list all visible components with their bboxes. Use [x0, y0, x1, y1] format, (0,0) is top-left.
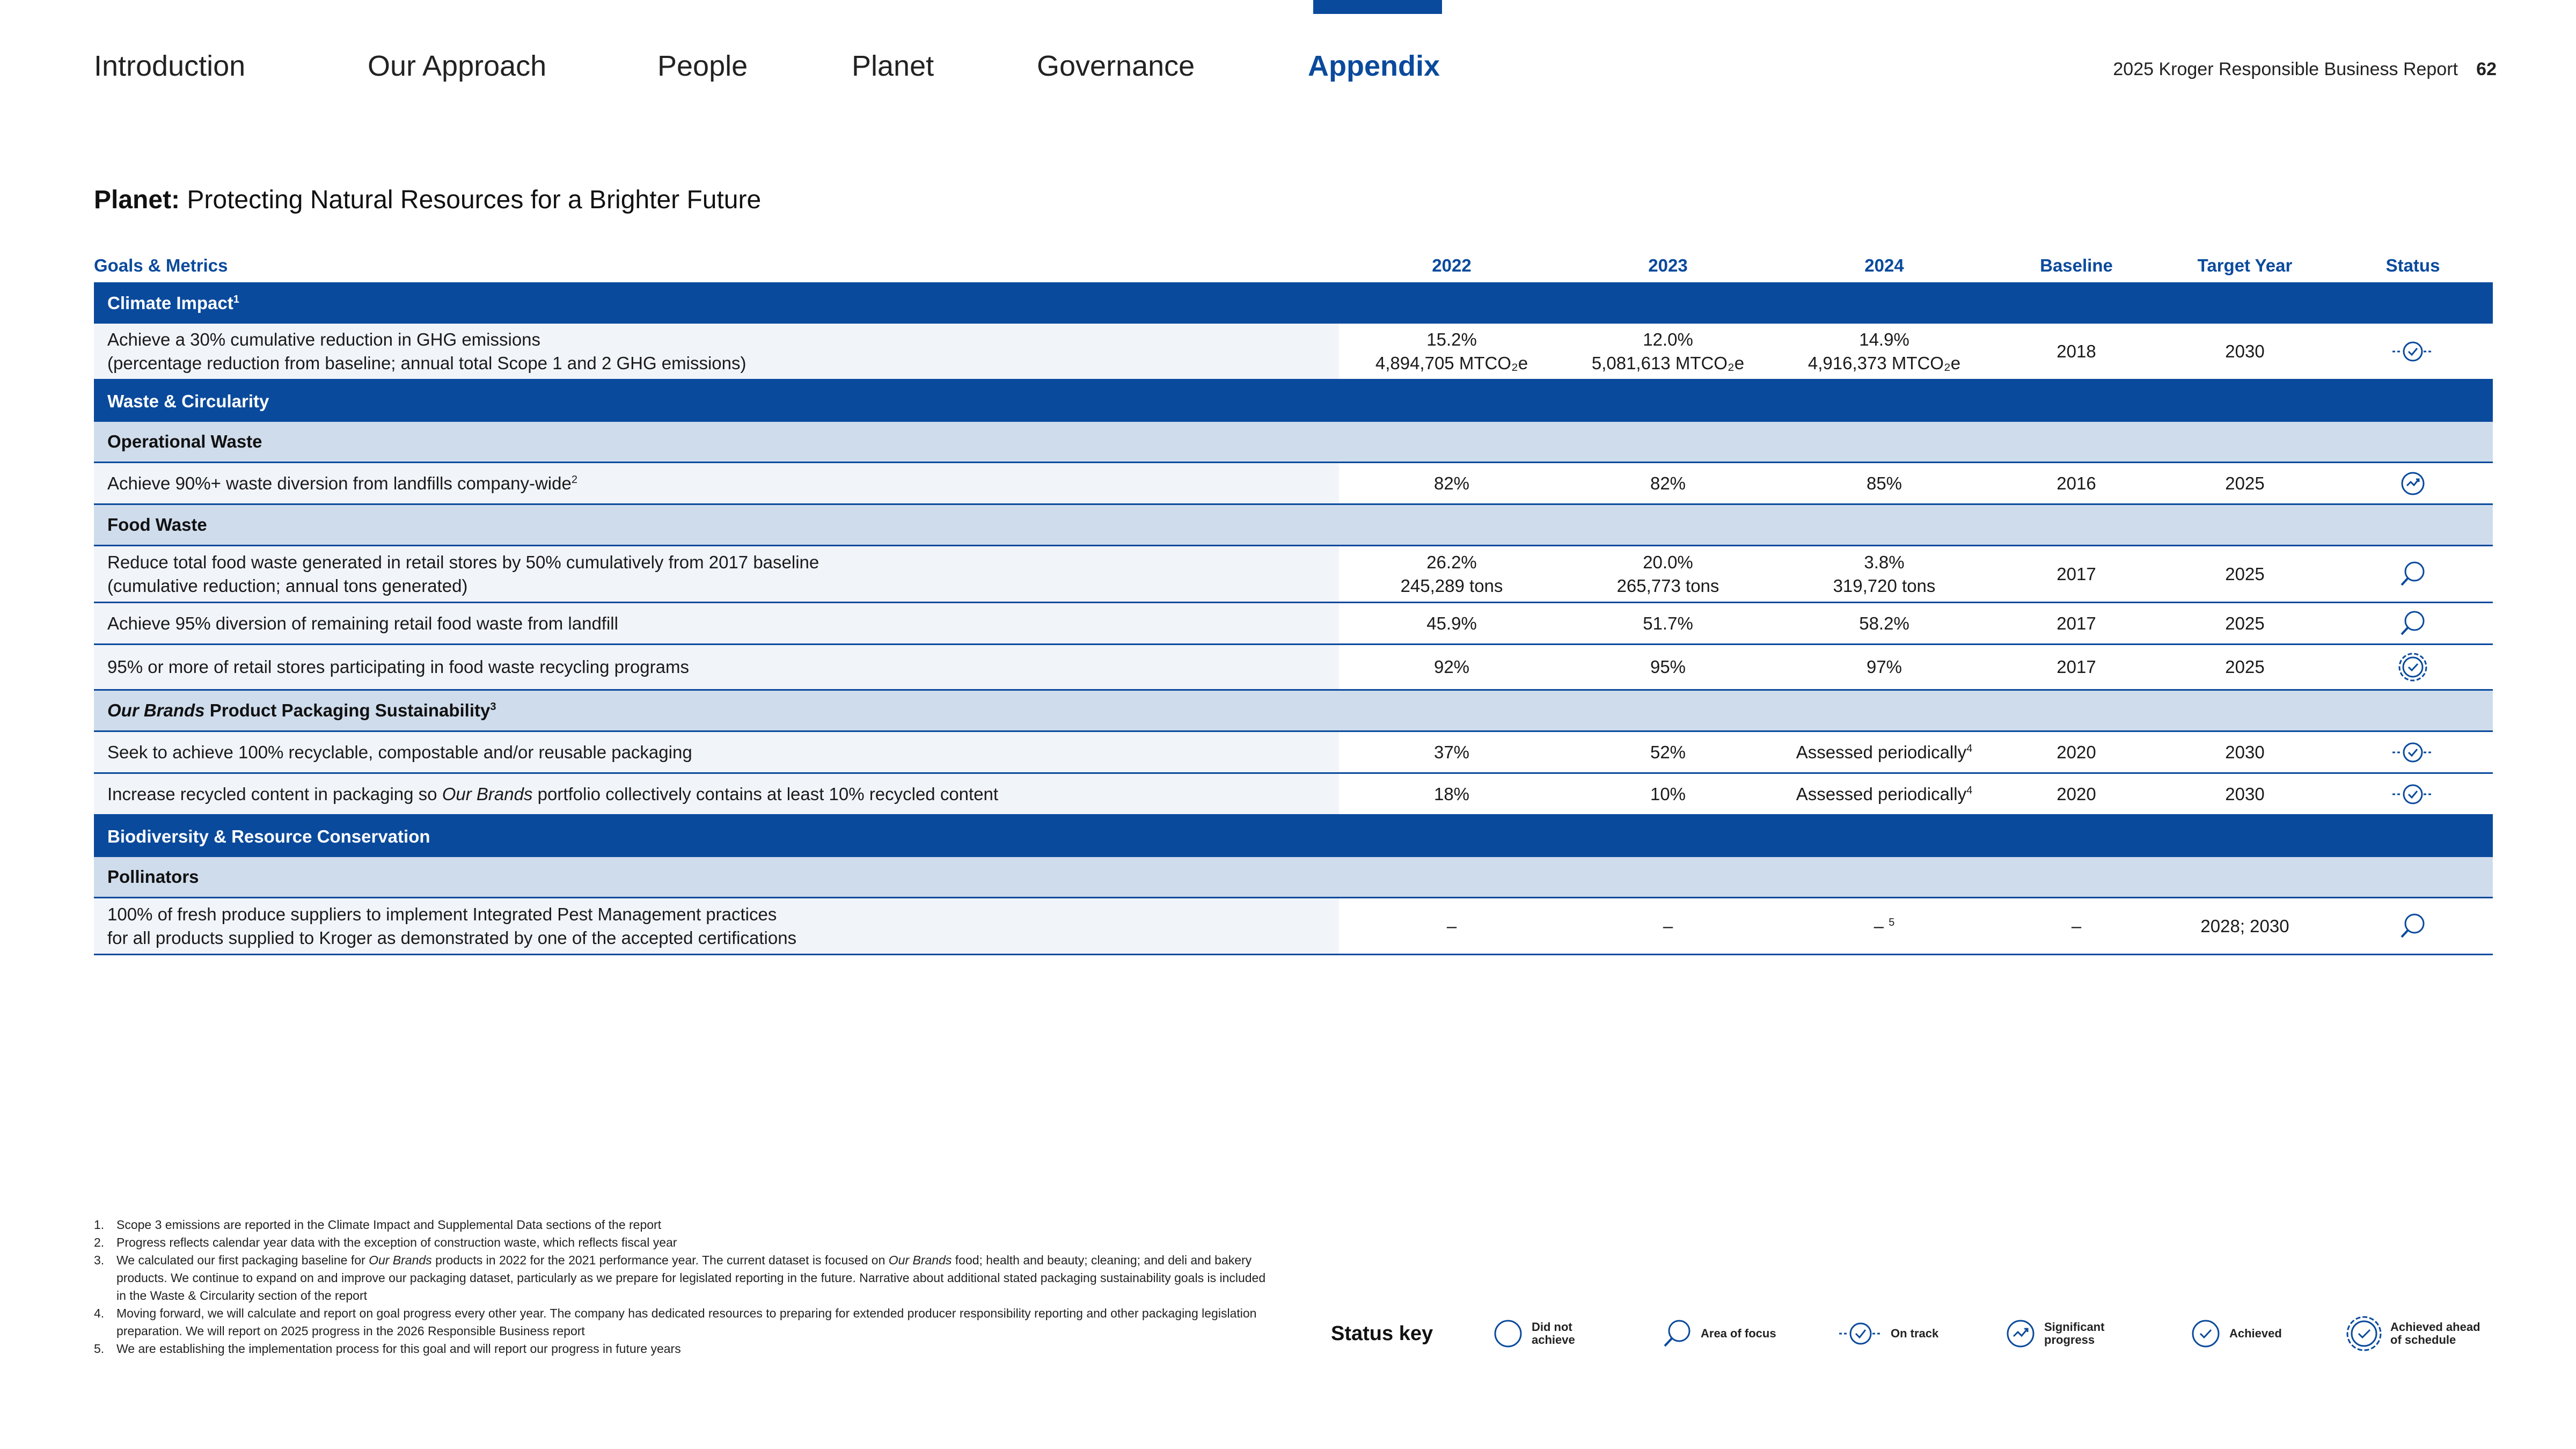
value-2023: 20.0% 265,773 tons: [1616, 552, 1719, 596]
goal-text: Achieve 95% diversion of remaining retail food waste from landfill: [107, 613, 618, 633]
value-2022: 15.2% 4,894,705 MTCO₂e: [1375, 329, 1528, 373]
nav-planet[interactable]: Planet: [852, 50, 934, 82]
status-key: [1331, 1309, 2496, 1358]
header-status: Status: [2385, 255, 2440, 275]
footnotes: [94, 1216, 1275, 1358]
table-row-food-waste-recycling: [94, 645, 2493, 691]
nav-our-approach[interactable]: Our Approach: [368, 50, 547, 82]
page-title-bold: Planet:: [94, 186, 180, 214]
significant-progress-icon: [2004, 1318, 2037, 1350]
key-achieved: [2190, 1309, 2282, 1358]
value-2022: –: [1446, 916, 1457, 936]
achieved-ahead-icon: [2391, 651, 2434, 683]
value-baseline: 2017: [2057, 564, 2096, 584]
table-row-pollinators: [94, 898, 2493, 955]
section-label: Climate Impact$^1$: [107, 292, 239, 313]
table-row-food-waste-reduction: [94, 546, 2493, 603]
goal-text: Increase recycled content in packaging so Our Brands portfolio collectively contains at least 10% recycled content: [107, 784, 999, 804]
value-2023: 51.7%: [1643, 613, 1693, 633]
subsection-food-waste: [94, 505, 2493, 546]
value-2022: 92%: [1433, 657, 1470, 677]
value-2022: 18%: [1433, 784, 1470, 804]
value-baseline: –: [2071, 916, 2082, 936]
achieved-ahead-icon: [2345, 1315, 2383, 1352]
footnote-1: 1. Scope 3 emissions are reported in the Climate Impact and Supplemental Data sections of the report: [94, 1218, 662, 1232]
section-waste-circularity: [94, 380, 2493, 422]
subsection-operational-waste: [94, 422, 2493, 463]
key-on-track: [1838, 1309, 1938, 1358]
value-target-year: 2028; 2030: [2200, 916, 2289, 936]
value-2023: –: [1663, 916, 1673, 936]
table-row-waste-diversion: [94, 463, 2493, 505]
section-climate-impact: [94, 282, 2493, 324]
table-row-ghg: [94, 324, 2493, 380]
key-label: Did not achieve: [1532, 1320, 1575, 1346]
table-row-recycled-content: [94, 774, 2493, 816]
value-target-year: 2030: [2225, 742, 2265, 762]
status-key-title: Status key: [1331, 1322, 1433, 1345]
key-label: Achieved: [2229, 1327, 2282, 1340]
on-track-icon: [2391, 335, 2434, 368]
value-2024: 97%: [1866, 657, 1902, 677]
subsection-label: Our Brands Product Packaging Sustainability$^3$: [107, 700, 496, 720]
table-row-food-waste-diversion: [94, 603, 2493, 645]
page-title: [94, 185, 761, 215]
goal-text: 100% of fresh produce suppliers to implement Integrated Pest Management practices for all products supplied to Kroger as demonstrated by one of the accepted certifications: [107, 904, 797, 948]
value-baseline: 2016: [2057, 473, 2096, 493]
key-area-of-focus: [1661, 1309, 1776, 1358]
value-2023: 52%: [1650, 742, 1686, 762]
goals-table: [94, 252, 2493, 955]
footnote-2: 2. Progress reflects calendar year data with the exception of construction waste, which reflects fiscal year: [94, 1235, 677, 1249]
value-2024: 3.8% 319,720 tons: [1833, 552, 1936, 596]
key-label: Achieved ahead of schedule: [2390, 1320, 2480, 1346]
value-2023: 95%: [1650, 657, 1686, 677]
goal-text: Achieve 90%+ waste diversion from landfills company-wide$^2$: [107, 473, 577, 493]
value-2022: 37%: [1433, 742, 1470, 762]
header-2023: 2023: [1648, 255, 1688, 275]
value-baseline: 2020: [2057, 742, 2096, 762]
nav-people[interactable]: People: [657, 50, 748, 82]
footnote-3: 3. We calculated our first packaging baseline for Our Brands products in 2022 for the 2021 performance year. The current dataset is focused on Our Brands food; health and beauty; cleaning; and deli and bakery products. We continue to expand on and improve our packaging dataset, particularly as we prepare for legislated reporting in the future. Narrative about additional stated packaging sustainability goals is included in the Waste & Circularity section of the report: [94, 1253, 1266, 1302]
value-2024: 85%: [1866, 473, 1902, 493]
subsection-packaging: [94, 691, 2493, 732]
value-baseline: 2020: [2057, 784, 2096, 804]
did-not-achieve-icon: [1492, 1318, 1524, 1350]
subsection-label: Pollinators: [107, 867, 199, 887]
value-2022: 82%: [1433, 473, 1470, 493]
value-target-year: 2025: [2225, 657, 2265, 677]
nav-appendix[interactable]: Appendix: [1308, 50, 1440, 82]
value-2022: 26.2% 245,289 tons: [1400, 552, 1503, 596]
table-row-recyclable-packaging: [94, 732, 2493, 774]
header-baseline: Baseline: [2040, 255, 2113, 275]
value-target-year: 2025: [2225, 473, 2265, 493]
value-2023: 10%: [1650, 784, 1686, 804]
goal-text: Reduce total food waste generated in retail stores by 50% cumulatively from 2017 baseline (cumulative reduction; annual tons generated): [107, 552, 819, 596]
area-of-focus-icon: [2391, 558, 2434, 590]
key-label: On track: [1891, 1327, 1939, 1340]
header-2024: 2024: [1864, 255, 1904, 275]
value-2024: Assessed periodically$^4$: [1796, 742, 1973, 762]
significant-progress-icon: [2391, 467, 2434, 500]
header-2022: 2022: [1432, 255, 1472, 275]
value-target-year: 2025: [2225, 564, 2265, 584]
page-title-rest: Protecting Natural Resources for a Brighter Future: [187, 186, 762, 214]
active-tab-indicator: [1313, 0, 1442, 14]
value-2024: 58.2%: [1859, 613, 1909, 633]
key-significant-progress: [2004, 1309, 2104, 1358]
key-label: Significant progress: [2044, 1320, 2105, 1346]
key-label: Area of focus: [1701, 1327, 1776, 1340]
value-2023: 12.0% 5,081,613 MTCO₂e: [1591, 329, 1745, 373]
on-track-icon: [2391, 736, 2434, 769]
value-baseline: 2017: [2057, 657, 2096, 677]
report-title: 2025 Kroger Responsible Business Report: [2113, 59, 2458, 79]
section-label: Biodiversity & Resource Conservation: [107, 826, 430, 846]
section-label: Waste & Circularity: [107, 391, 269, 411]
on-track-icon: [2391, 778, 2434, 810]
value-2024: Assessed periodically$^4$: [1796, 784, 1973, 804]
footnote-4: 4. Moving forward, we will calculate and report on goal progress every other year. The company has dedicated resources to preparing for extended producer responsibility reporting and other packaging legislation preparation. We will report on 2025 progress in the 2026 Responsible Business report: [94, 1306, 1257, 1338]
nav-introduction[interactable]: Introduction: [94, 50, 246, 82]
subsection-label: Food Waste: [107, 515, 207, 535]
value-2023: 82%: [1650, 473, 1686, 493]
footnote-5: 5. We are establishing the implementation process for this goal and will report our progress in future years: [94, 1342, 681, 1356]
area-of-focus-icon: [2391, 608, 2434, 640]
subsection-label: Operational Waste: [107, 431, 262, 451]
goal-text: Achieve a 30% cumulative reduction in GHG emissions (percentage reduction from baseline; annual total Scope 1 and 2 GHG emissions): [107, 329, 747, 373]
value-target-year: 2030: [2225, 784, 2265, 804]
value-baseline: 2017: [2057, 613, 2096, 633]
key-achieved-ahead: [2345, 1309, 2480, 1358]
area-of-focus-icon: [1661, 1318, 1693, 1350]
value-2024: – $^5$: [1874, 916, 1895, 936]
table-header: [94, 252, 2493, 282]
subsection-pollinators: [94, 857, 2493, 898]
header-goals-metrics: Goals & Metrics: [94, 255, 228, 275]
header-target-year: Target Year: [2197, 255, 2293, 275]
goal-text: 95% or more of retail stores participating in food waste recycling programs: [107, 657, 689, 677]
page-number: 62: [2476, 59, 2497, 79]
goal-text: Seek to achieve 100% recyclable, compostable and/or reusable packaging: [107, 742, 692, 762]
value-target-year: 2030: [2225, 341, 2265, 361]
value-baseline: 2018: [2057, 341, 2096, 361]
area-of-focus-icon: [2391, 910, 2434, 942]
achieved-icon: [2190, 1318, 2222, 1350]
key-did-not-achieve: [1492, 1309, 1575, 1358]
section-biodiversity: [94, 816, 2493, 857]
on-track-icon: [1838, 1318, 1883, 1350]
value-target-year: 2025: [2225, 613, 2265, 633]
value-2024: 14.9% 4,916,373 MTCO₂e: [1807, 329, 1961, 373]
value-2022: 45.9%: [1426, 613, 1477, 633]
nav-governance[interactable]: Governance: [1037, 50, 1195, 82]
